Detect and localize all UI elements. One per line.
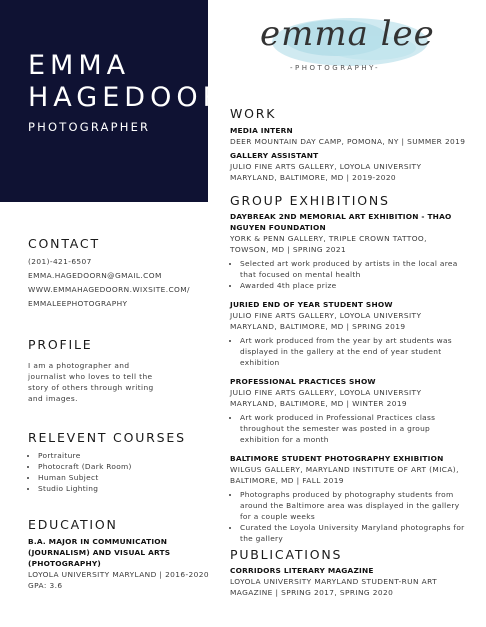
exhibition-bullets [230, 412, 482, 445]
exhibition-bullet [240, 335, 482, 368]
profile-heading: PROFILE [28, 337, 93, 352]
exhibition-title: PROFESSIONAL PRACTICES SHOW [230, 377, 376, 386]
school-line: LOYOLA UNIVERSITY MARYLAND | 2016-2020 [28, 570, 209, 579]
bullet-line: Curated the Loyola University Maryland photographs for [240, 523, 465, 532]
exhibition-bullet [240, 489, 482, 522]
education-heading: EDUCATION [28, 517, 118, 532]
exhibition-venue: TOWSON, MD | SPRING 2021 [230, 245, 347, 254]
bullet-line: exhibition for a month [240, 435, 329, 444]
exhibition-venue: WILGUS GALLERY, MARYLAND INSTITUTE OF ART (MICA), [230, 465, 459, 474]
exhibition-bullet [240, 522, 482, 544]
exhibition-title: BALTIMORE STUDENT PHOTOGRAPHY EXHIBITION [230, 454, 444, 463]
courses-list [28, 450, 132, 494]
contact-website-cont[interactable]: EMMALEEPHOTOGRAPHY [28, 299, 128, 308]
publication-detail: LOYOLA UNIVERSITY MARYLAND STUDENT-RUN ART [230, 577, 438, 586]
profile-text [28, 360, 198, 404]
publication-detail: MAGAZINE | SPRING 2017, SPRING 2020 [230, 588, 394, 597]
course-item: • Human Subject [38, 472, 132, 483]
logo-script: emma lee [260, 14, 435, 54]
contact-email[interactable]: EMMA.HAGEDOORN@GMAIL.COM [28, 271, 162, 280]
contact-phone: (201)-421-6507 [28, 257, 92, 266]
degree-line: B.A. MAJOR IN COMMUNICATION [28, 537, 168, 546]
exhibition-bullet [240, 258, 482, 280]
exhibition-venue: JULIO FINE ARTS GALLERY, LOYOLA UNIVERSITY [230, 388, 422, 397]
degree-line: (JOURNALISM) AND VISUAL ARTS [28, 548, 171, 557]
work-list [230, 125, 480, 183]
publication-title: CORRIDORS LITERARY MAGAZINE [230, 566, 374, 575]
job-detail: MARYLAND, BALTIMORE, MD | 2019-2020 [230, 173, 397, 182]
gpa: GPA: 3.6 [28, 581, 63, 590]
exhibition-venue: BALTIMORE, MD | FALL 2019 [230, 476, 344, 485]
job-title: GALLERY ASSISTANT [230, 151, 319, 160]
exhibition-venue: MARYLAND, BALTIMORE, MD | WINTER 2019 [230, 399, 408, 408]
exhibition-title: DAYBREAK 2ND MEMORIAL ART EXHIBITION - THAO [230, 212, 452, 221]
exhibitions-list [230, 211, 482, 544]
bullet-line: that focused on mental health [240, 270, 361, 279]
work-heading: WORK [230, 106, 277, 121]
profile-line: and images. [28, 394, 78, 403]
exhibition-venue: JULIO FINE ARTS GALLERY, LOYOLA UNIVERSITY [230, 311, 422, 320]
exhibition-bullets [230, 258, 482, 291]
profile-line: journalist who loves to tell the [28, 372, 153, 381]
contact-website[interactable]: WWW.EMMAHAGEDOORN.WIXSITE.COM/ [28, 285, 190, 294]
course-item: • Photocraft (Dark Room) [38, 461, 132, 472]
publications-block [230, 565, 482, 598]
job-detail: JULIO FINE ARTS GALLERY, LOYOLA UNIVERSITY [230, 162, 422, 171]
exhibition-bullet [240, 280, 482, 291]
bullet-line: Awarded 4th place prize [240, 281, 337, 290]
profile-line: I am a photographer and [28, 361, 130, 370]
logo-subtitle: -PHOTOGRAPHY- [290, 64, 381, 72]
bullet-line: throughout the semester was posted in a group [240, 424, 431, 433]
exhibition-bullet [240, 412, 482, 445]
first-name: EMMA [28, 50, 131, 81]
job-title: PHOTOGRAPHER [28, 120, 151, 134]
bullet-line: for a couple weeks [240, 512, 315, 521]
exhibition-item [230, 299, 482, 368]
bullet-line: displayed in the gallery at the end of year student [240, 347, 442, 356]
exhibition-venue: MARYLAND, BALTIMORE, MD | SPRING 2019 [230, 322, 406, 331]
exhibition-title: JURIED END OF YEAR STUDENT SHOW [230, 300, 393, 309]
job-title: MEDIA INTERN [230, 126, 293, 135]
bullet-line: Art work produced in Professional Practices class [240, 413, 436, 422]
education-block [28, 536, 209, 591]
exhibition-title: NGUYEN FOUNDATION [230, 223, 326, 232]
bullet-line: Photographs produced by photography students from [240, 490, 454, 499]
last-name: HAGEDOORN [28, 82, 252, 113]
degree-line: (PHOTOGRAPHY) [28, 559, 101, 568]
course-item: • Portraiture [38, 450, 132, 461]
bullet-line: Art work produced from the year by art students was [240, 336, 452, 345]
exhibition-item [230, 211, 482, 291]
bullet-line: Selected art work produced by artists in the local area [240, 259, 458, 268]
bullet-line: exhibition [240, 358, 280, 367]
courses-heading: RELEVENT COURSES [28, 430, 186, 445]
exhibition-venue: YORK & PENN GALLERY, TRIPLE CROWN TATTOO, [230, 234, 427, 243]
profile-line: story of others through writing [28, 383, 154, 392]
exhibitions-heading: GROUP EXHIBITIONS [230, 193, 390, 208]
contact-heading: CONTACT [28, 236, 100, 251]
job-detail: DEER MOUNTAIN DAY CAMP, POMONA, NY | SUMMER 2019 [230, 137, 466, 146]
publications-heading: PUBLICATIONS [230, 547, 343, 562]
exhibition-item [230, 376, 482, 445]
exhibition-item [230, 453, 482, 544]
bullet-line: the gallery [240, 534, 284, 543]
course-item: • Studio Lighting [38, 483, 132, 494]
exhibition-bullets [230, 335, 482, 368]
exhibition-bullets [230, 489, 482, 544]
bullet-line: around the Baltimore area was displayed in the gallery [240, 501, 460, 510]
